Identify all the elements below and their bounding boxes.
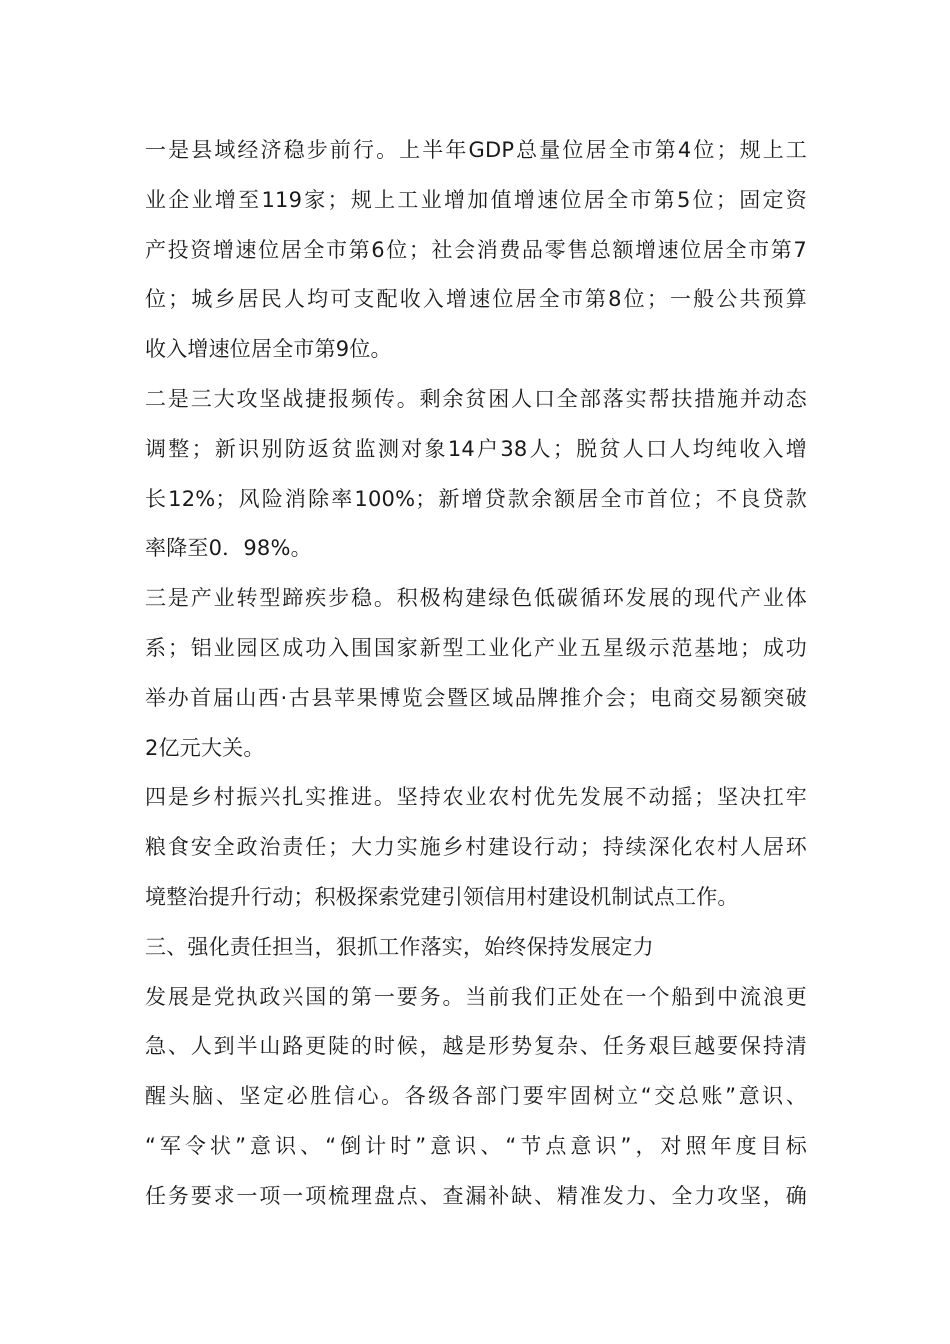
text-line: 境整治提升行动；积极探索党建引领信用村建设机制试点工作。 xyxy=(145,884,739,909)
text-line: 任务要求一项一项梳理盘点、查漏补缺、精准发力、全力攻坚，确 xyxy=(145,1183,807,1208)
text-line: 急、人到半山路更陡的时候，越是形势复杂、任务艰巨越要保持清 xyxy=(145,1034,807,1059)
text-line: 2亿元大关。 xyxy=(145,735,265,760)
text-line: 二是三大攻坚战捷报频传。剩余贫困人口全部落实帮扶措施并动态 xyxy=(145,386,807,411)
text-line: 醒头脑、坚定必胜信心。各级各部门要牢固树立“交总账”意识、 xyxy=(145,1084,807,1109)
text-line: 系；铝业园区成功入围国家新型工业化产业五星级示范基地；成功 xyxy=(145,635,807,660)
text-line: “军令状”意识、“倒计时”意识、“节点意识”，对照年度目标 xyxy=(145,1133,807,1158)
text-line: 三是产业转型蹄疾步稳。积极构建绿色低碳循环发展的现代产业体 xyxy=(145,586,807,611)
text-line: 产投资增速位居全市第6位；社会消费品零售总额增速位居全市第7 xyxy=(145,237,807,262)
text-line: 业企业增至119家；规上工业增加值增速位居全市第5位；固定资 xyxy=(145,187,807,212)
text-line: 举办首届山西·古县苹果博览会暨区域品牌推介会；电商交易额突破 xyxy=(145,685,807,710)
text-line: 发展是党执政兴国的第一要务。当前我们正处在一个船到中流浪更 xyxy=(145,984,807,1009)
section-heading: 三、强化责任担当，狠抓工作落实，始终保持发展定力 xyxy=(145,934,654,959)
text-line: 长12%；风险消除率100%；新增贷款余额居全市首位；不良贷款 xyxy=(145,486,807,511)
text-line: 粮食安全政治责任；大力实施乡村建设行动；持续深化农村人居环 xyxy=(145,835,807,860)
text-line: 率降至0．98%。 xyxy=(145,536,312,561)
text-line: 调整；新识别防返贫监测对象14户38人；脱贫人口人均纯收入增 xyxy=(145,436,807,461)
text-line: 位；城乡居民人均可支配收入增速位居全市第8位；一般公共预算 xyxy=(145,287,807,312)
text-line: 一是县域经济稳步前行。上半年GDP总量位居全市第4位；规上工 xyxy=(145,138,807,162)
text-line: 四是乡村振兴扎实推进。坚持农业农村优先发展不动摇；坚决扛牢 xyxy=(145,785,807,810)
document-body xyxy=(145,126,807,1222)
text-line: 收入增速位居全市第9位。 xyxy=(145,337,392,362)
